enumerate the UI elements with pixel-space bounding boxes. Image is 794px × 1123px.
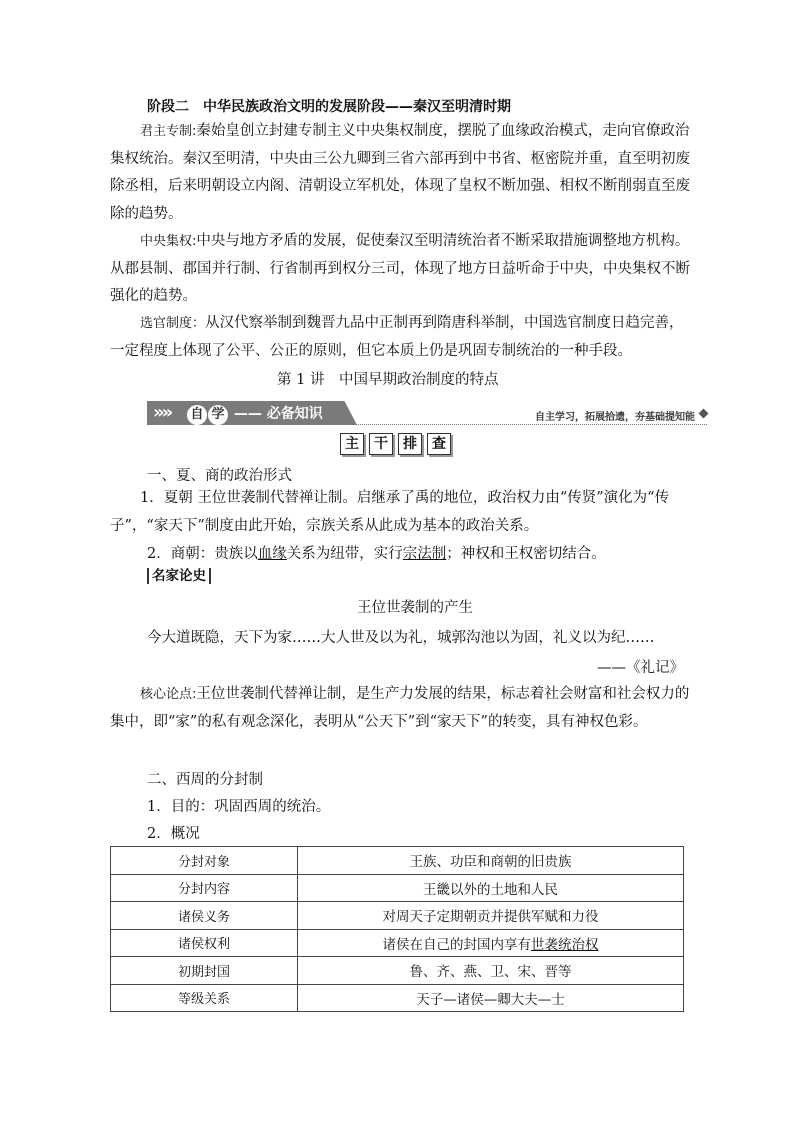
banner-char-2: 学 — [208, 405, 228, 425]
mingjia-label: 名家论史 — [147, 568, 211, 584]
table-row — [111, 929, 684, 957]
mingjia-source: ——《礼记》 — [597, 660, 684, 676]
table-value: 王族、功臣和商朝的旧贵族 — [298, 847, 684, 875]
item2-underline-2: 宗法制 — [402, 546, 447, 562]
centralization-text: 中央与地方矛盾的发展，促使秦汉至明清统治者不断采取措施调整地方机构。从郡县制、郡国并行制、行省制再到权分三司，体现了地方日益听命于中央，中央集权不断强化的趋势。 — [110, 233, 690, 304]
zhugan-char-1: 主 — [340, 433, 364, 455]
section1-item1: 1．夏朝 王位世袭制代替禅让制。启继承了禹的地位，政治权力由“传贤”演化为“传子”，“家天下”制度由此开始，宗族关系从此成为基本的政治关系。 — [110, 490, 670, 534]
monarchy-text: 秦始皇创立封建专制主义中央集权制度，摆脱了血缘政治模式，走向官僚政治集权统治。秦汉至明清，中央由三公九卿到三省六部再到中书省、枢密院并重，直至明初废除丞相，后来明朝设立内阁、清朝设立军机处，体现了皇权不断加强、相权不断削弱直至废除的趋势。 — [110, 123, 690, 222]
paragraph-centralization — [110, 228, 690, 311]
paragraph-official-selection — [110, 310, 690, 365]
banner-title — [187, 403, 323, 425]
table-key: 初期封国 — [111, 957, 298, 985]
table-value-pre: 诸侯在自己的封国内享有 — [382, 936, 531, 953]
table-row — [111, 874, 684, 902]
core-text: 王位世袭制代替禅让制，是生产力发展的结果，标志着社会财富和社会权力的集中，即“家”的私有观念深化，表明从“公天下”到“家天下”的转变，具有神权色彩。 — [110, 686, 690, 730]
table-value: 鲁、齐、燕、卫、宋、晋等 — [298, 957, 684, 985]
section1-heading: 一、夏、商的政治形式 — [147, 468, 292, 484]
zhugan-char-2: 干 — [369, 433, 393, 455]
table-row — [111, 957, 684, 985]
centralization-label: 中央集权: — [140, 234, 197, 249]
double-chevron-icon: »» — [153, 402, 171, 423]
item2-underline-1: 血缘 — [257, 546, 287, 562]
table-value-underline: 世袭统治权 — [531, 936, 599, 953]
monarchy-label: 君主专制: — [140, 124, 197, 139]
mingjia-quote: 今大道既隐，天下为家……大人世及以为礼，城郭沟池以为固，礼义以为纪…… — [147, 630, 655, 646]
section2-item2: 2．概况 — [147, 826, 200, 842]
banner-dotted-rule — [352, 424, 707, 425]
diamond-icon — [699, 409, 709, 419]
banner-char-1: 自 — [187, 405, 207, 425]
banner-title-text: —— 必备知识 — [233, 406, 323, 422]
item2-part-c: ；神权和王权密切结合。 — [446, 546, 606, 562]
section2-item1: 1．目的：巩固西周的统治。 — [147, 799, 331, 815]
feudal-overview-table — [110, 846, 684, 1012]
table-value: 对周天子定期朝贡并提供军赋和力役 — [298, 902, 684, 930]
selection-text: 从汉代察举制到魏晋九品中正制再到隋唐科举制，中国选官制度日趋完善，一定程度上体现了公平、公正的原则，但它本质上仍是巩固专制统治的一种手段。 — [110, 315, 684, 359]
mingjia-title: 王位世袭制的产生 — [357, 600, 473, 616]
table-key: 诸侯义务 — [111, 902, 298, 930]
selection-label: 选官制度： — [140, 316, 206, 331]
table-row — [111, 847, 684, 875]
core-label: 核心论点: — [140, 687, 197, 702]
item2-part-b: 关系为纽带，实行 — [286, 546, 403, 562]
zhugan-char-3: 排 — [398, 433, 422, 455]
table-key: 分封对象 — [111, 847, 298, 875]
lecture-title: 第 1 讲 中国早期政治制度的特点 — [277, 372, 499, 388]
table-key: 诸侯权利 — [111, 929, 298, 957]
table-value: 天子—诸侯—卿大夫—士 — [298, 984, 684, 1012]
item2-part-a: 2．商朝：贵族以 — [147, 546, 258, 562]
table-key: 等级关系 — [111, 984, 298, 1012]
table-row — [111, 984, 684, 1012]
table-value: 王畿以外的土地和人民 — [298, 874, 684, 902]
section-banner — [147, 398, 707, 428]
paragraph-monarchy — [110, 118, 690, 228]
table-row — [111, 902, 684, 930]
section1-item2 — [147, 542, 606, 563]
banner-subtitle: 自主学习，拓展拾遗，夯基础提知能 — [535, 412, 695, 423]
zhugan-char-4: 查 — [427, 433, 451, 455]
zhugan-paicha-heading — [340, 433, 460, 457]
section2-heading: 二、西周的分封制 — [147, 772, 263, 788]
table-key: 分封内容 — [111, 874, 298, 902]
stage-heading: 阶段二 中华民族政治文明的发展阶段——秦汉至明清时期 — [147, 99, 511, 115]
table-value — [298, 929, 684, 957]
core-argument — [110, 681, 690, 736]
